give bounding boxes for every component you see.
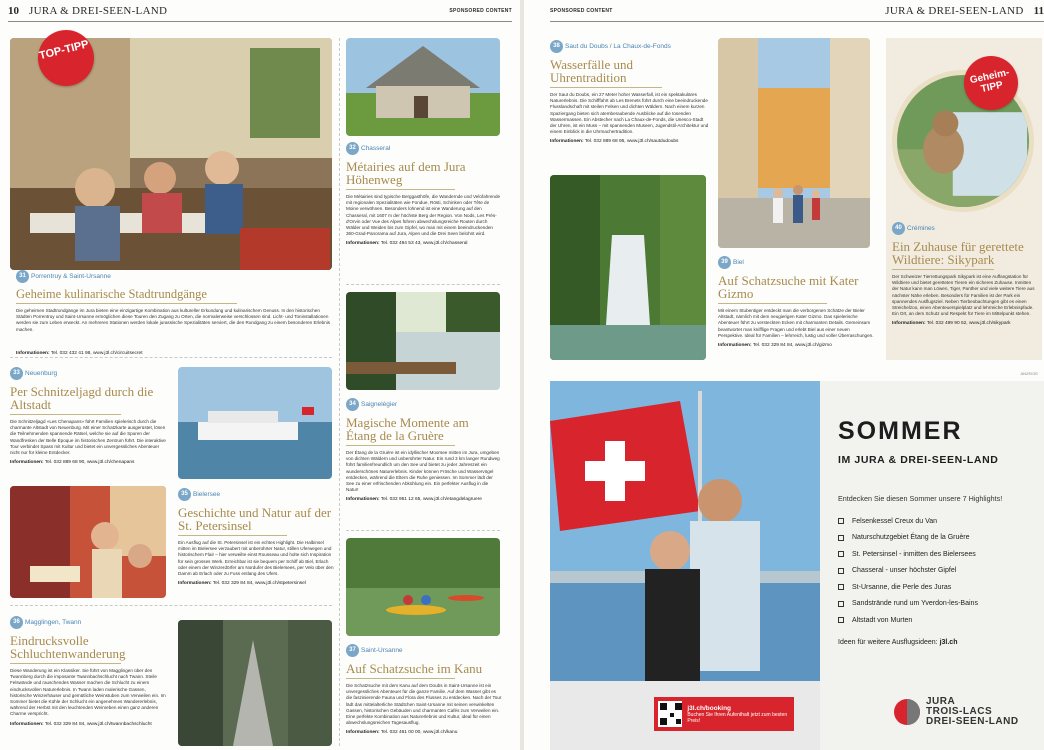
- article-34: [346, 396, 502, 502]
- checkbox-icon: [838, 584, 844, 590]
- column-divider: [339, 38, 340, 746]
- article-title: Magische Momente am Étang de la Gruère: [346, 415, 469, 443]
- section-title: JURA & DREI-SEEN-LAND: [885, 5, 1024, 17]
- article-body: Der Schweizer Tierrettungspark Sikypark ist eine Auffangstation für Wildtiere und bietet geretteten Tieren ein sicheres Zuhause. Inmitten der Natur kann man Löwen, Tiger, Panther und viele weitere Tiere aus nächster Nähe erleben. Besonders für Familien ist der Park ein spannendes Ausflugsziel. Neben Tierbeobachtungen gibt es einen Streichelzoo, einen Abenteuerspielplatz und lehrreiche Erlebnispfade. Ein Ort, an dem Schutz und Respekt für Tiere im Mittelpunkt stehen.: [892, 274, 1035, 317]
- list-item: Felsenkessel Creux du Van: [838, 513, 1038, 530]
- header-rule: [550, 21, 1044, 22]
- summer-advertisement: [550, 371, 1044, 750]
- article-36: [10, 614, 168, 727]
- article-info: Informationen: Tel. 032 494 53 43, www.j3l.ch/chasseral: [346, 241, 468, 247]
- photo-metairie: [346, 38, 500, 136]
- checkbox-icon: [838, 617, 844, 623]
- article-body: Ein Ausflug auf die St. Petersinsel ist ein echtes Highlight. Die Halbinsel mitten im Bielersee verzaubert mit unberührter Natur, stillen Uferwegen und historischem Flair – hier verweilte einst Rousseau und holte sich Inspiration für sein grosses Werk. Erreichbar ist sie bequem per Schiff ab Biel, Erlach oder einem der Winzerdörfer am Nordufer des Bielersees, per Velo über den Damm ab Erlach oder zu Fuss entlang des Ufers.: [178, 540, 334, 577]
- article-title: Auf Schatzsuche im Kanu: [346, 661, 483, 676]
- more-ideas-link[interactable]: j3l.ch: [939, 638, 958, 646]
- title-underline: [10, 663, 121, 664]
- title-underline: [550, 87, 662, 88]
- article-info: Informationen: Tel. 032 461 00 00, www.j3l.ch/kanu: [346, 730, 458, 736]
- list-item: Sandstrände rund um Yverdon-les-Bains: [838, 596, 1038, 613]
- booking-text: Buchen Sie Ihren Aufenthalt jetzt zum besten Preis!: [687, 711, 788, 724]
- list-item: St-Ursanne, die Perle des Juras: [838, 579, 1038, 596]
- qr-code-icon[interactable]: [658, 701, 682, 727]
- article-40: [892, 220, 1038, 326]
- photo-boat: [178, 367, 332, 479]
- article-title: Geschichte und Natur auf der St. Petersinsel: [178, 505, 332, 533]
- title-underline: [892, 269, 994, 270]
- list-item: St. Petersinsel - inmitten des Bielersees: [838, 546, 1038, 563]
- article-info: Informationen: Tel. 032 889 68 95, www.j3l.ch/sautdudoubs: [550, 139, 679, 145]
- more-ideas: Ideen für weitere Ausflugsideen: j3l.ch: [838, 638, 958, 646]
- ad-intro: Entdecken Sie diesen Sommer unsere 7 Highlights!: [838, 494, 1003, 503]
- article-title: Eindrucksvolle Schluchtenwanderung: [10, 633, 126, 661]
- top-tipp-sticker: TOP-TIPP: [32, 24, 100, 92]
- article-number-badge: 31: [16, 270, 29, 283]
- article-number-badge: 33: [10, 367, 23, 380]
- photo-gorge: [178, 620, 332, 746]
- article-38: [550, 38, 710, 144]
- article-31: [16, 268, 332, 356]
- section-title: JURA & DREI-SEEN-LAND: [29, 5, 168, 17]
- article-number-badge: 39: [718, 256, 731, 269]
- article-location: Bielersee: [193, 491, 221, 499]
- title-underline: [346, 678, 455, 679]
- article-body: Diese Wanderung ist ein Klassiker. Sie führt von Magglingen über den Twannberg durch die imposante Twannbachschlucht nach Twann. Steile Felswände und rauschendes Wasser machen die Schlucht zu einem eindrucksvollen Naturerlebnis. In Twann laden malerische Gassen, historische Winzerhäuser und gemütliche Weinstuben zum Verweilen ein. Im Sommer bietet die Kühle der Schlucht ein angenehmes Wandererlebnis, während der Herbst mit den leuchtenden Weinreben einen ganz anderen Charme verspricht.: [10, 668, 166, 717]
- checkbox-icon: [838, 535, 844, 541]
- article-info: Informationen: Tel. 032 329 84 84, www.j3l.ch/stpetersinsel: [178, 581, 306, 587]
- brand-logo: JURA TROIS-LACS DREI-SEEN-LAND: [894, 697, 1019, 727]
- anzeige-label: ANZEIGE: [1020, 371, 1038, 376]
- title-underline: [10, 414, 121, 415]
- sponsored-label: SPONSORED CONTENT: [449, 8, 512, 14]
- right-header: [550, 0, 1044, 22]
- separator: [346, 284, 500, 285]
- page-number: 10: [8, 5, 19, 17]
- swiss-cross-logo-icon: [894, 699, 920, 725]
- list-item: Altstadt von Murten: [838, 612, 1038, 629]
- photo-canoe: [346, 538, 500, 636]
- article-body: Der Étang de la Gruère ist ein idyllischer Moorsee mitten im Jura, umgeben von dichten Wäldern und unberührter Natur. Ein rund 3 km langer Rundweg führt familienfreundlich um den See und bietet zu jeder Jahreszeit ein wunderschönes Naturerlebnis. Kinder können Frösche und Wasservögel entdecken, während die Eltern die Ruhe geniessen. Im Sommer lädt der See zu einer erfrischenden Abkühlung ein. Ein perfekter Ausflug in die Natur!: [346, 450, 500, 493]
- article-title: Per Schnitzeljagd durch die Altstadt: [10, 384, 154, 412]
- article-number-badge: 35: [178, 488, 191, 501]
- article-35: [178, 486, 334, 586]
- article-location: Saint-Ursanne: [361, 647, 403, 655]
- article-info: Informationen: Tel. 032 329 84 84, www.j3l.ch/twannbachschlucht: [10, 721, 152, 727]
- article-number-badge: 38: [550, 40, 563, 53]
- title-underline: [178, 535, 287, 536]
- title-underline: [718, 303, 827, 304]
- page-number: 11: [1033, 5, 1044, 17]
- article-body: Die geheimen Stadtrundgänge im Jura bieten eine einzigartige Kombination aus kultureller Erkundung und kulinarischem Genuss. In den historischen Städten Porrentruy und Saint-Ursanne ermöglichen diese Touren den Zugang zu Orten, die normalerweise verschlossen sind. Licht- und Toninstallationen werden sie zum Leben erweckt. An mehreren Stationen werden lokale jurassische Spezialitäten serviert, die den Rundgang zu einem besonderen Erlebnis machen.: [16, 308, 331, 332]
- article-number-badge: 37: [346, 644, 359, 657]
- article-37: [346, 642, 502, 735]
- article-title: Ein Zuhause für gerettete Wildtiere: Sikypark: [892, 239, 1024, 267]
- article-39: [718, 254, 874, 348]
- article-location: Chasseral: [361, 145, 391, 153]
- article-location: Biel: [733, 259, 744, 267]
- article-title: Wasserfälle und Uhrentradition: [550, 57, 634, 85]
- ad-text-block: [838, 381, 1038, 646]
- photo-treasure-hunt: [10, 486, 166, 598]
- right-page: [524, 0, 1044, 750]
- article-title: Métairies auf dem Jura Höhenweg: [346, 159, 466, 187]
- article-location: Magglingen, Twann: [25, 619, 82, 627]
- article-33: [10, 365, 168, 465]
- article-info: Informationen: Tel. 032 951 12 65, www.j3l.ch/etangdelagruere: [346, 497, 482, 503]
- article-number-badge: 36: [10, 616, 23, 629]
- article-info: Informationen: Tel. 032 432 41 98, www.j3l.ch/circuitsecret: [16, 350, 143, 356]
- geheim-tipp-sticker: Geheim-TIPP: [959, 51, 1023, 115]
- article-title: Geheime kulinarische Stadtrundgänge: [16, 287, 207, 301]
- article-body: Der Saut du Doubs, ein 27 Meter hoher Wasserfall, ist ein spektakuläres Naturerlebnis. Die Schifffahrt ab Les Brenets führt durch eine beeindruckende Flusslandschaft mit steilen Felsen und dichten Wäldern. Nach einem kurzen Spaziergang bieten sich atemberaubende Ausblicke auf die tosenden Wassermassen. Ein Abstecher nach La Chaux-de-Fonds, die Unesco-Stadt der Uhren, ist ein Muss – mit spannenden Museen, Jugendstil-Architektur und einem Einblick in die Uhrmachertradition.: [550, 92, 709, 135]
- article-location: Saignelégier: [361, 401, 398, 409]
- article-number-badge: 32: [346, 142, 359, 155]
- left-header: [8, 0, 512, 22]
- article-info: Informationen: Tel. 032 329 84 84, www.j3l.ch/gizmo: [718, 343, 832, 349]
- booking-link[interactable]: j3l.ch/booking: [687, 704, 732, 712]
- article-number-badge: 34: [346, 398, 359, 411]
- article-location: Crémines: [907, 225, 935, 233]
- photo-old-town: [718, 38, 870, 248]
- article-number-badge: 40: [892, 222, 905, 235]
- checkbox-icon: [838, 518, 844, 524]
- list-item: Chasseral - unser höchster Gipfel: [838, 563, 1038, 580]
- article-body: Mit einem Stubentiger entdeckt man die verborgenen Schätze der Bieler Altstadt, nämlich mit dem neugierigen Kater Gizmo. Das spielerische Abenteuer führt zu versteckten Ecken mit charmanten Details. Gemeinsam beantwortet man knifflige Fragen und erlebt Biel aus einer neuen Perspektive. Ideal für Familien – lehrreich, lustig und voller Überraschungen.: [718, 308, 874, 338]
- article-title: Auf Schatzsuche mit Kater Gizmo: [718, 273, 859, 301]
- article-info: Informationen: Tel. 032 889 68 90, www.j3l.ch/chenapans: [10, 460, 135, 466]
- article-location: Saut du Doubs / La Chaux-de-Fonds: [565, 43, 671, 51]
- photo-etang-gruere: [346, 292, 500, 390]
- article-location: Porrentruy & Saint-Ursanne: [31, 273, 111, 281]
- header-rule: [8, 21, 512, 22]
- left-page: [0, 0, 520, 750]
- list-item: Naturschutzgebiet Étang de la Gruère: [838, 530, 1038, 547]
- separator: [10, 605, 332, 606]
- separator: [10, 357, 332, 358]
- article-info: Informationen: Tel. 032 499 90 52, www.j3l.ch/sikypark: [892, 321, 1011, 327]
- title-underline: [346, 189, 455, 190]
- photo-waterfall: [550, 175, 706, 360]
- title-underline: [346, 445, 455, 446]
- title-underline: [16, 303, 237, 304]
- separator: [346, 530, 500, 531]
- article-body: Die Schatzsuche mit dem Kanu auf dem Doubs in Saint-Ursanne ist ein unvergessliches Abenteuer für die ganze Familie. Auf dem Wasser gibt es die faszinierende Fauna und Flora des Flusses zu entdecken. Nach der Tour lädt das mittelalterliche Städtchen Saint-Ursanne mit seinen verwinkelten Gassen, historischen Gebäuden und charmanten Cafés zum Verweilen ein. Eine perfekte Kombination aus Naturerlebnis und Kultur, ideal für einen abwechslungsreichen Tagesausflug.: [346, 683, 502, 726]
- checkbox-icon: [838, 601, 844, 607]
- checkbox-icon: [838, 568, 844, 574]
- booking-banner[interactable]: [654, 697, 794, 731]
- article-body: Die Métairies sind typische Berggasthöfe, die Wandernde und Velofahrende mit regionalen Spezialitäten wie Fondue, Rösti, Schinken oder Tête de Moine verwöhnen. Besonders lohnend ist eine Wanderung auf den Chasseral, mit 1607 m der höchste Berg der Region. Von Nods, Les Prés-d'Orvin oder Vue des Alpes führen abwechslungsreiche Routen durch Wälder und Weiden bis zum Gipfel, wo man mit einem beeindruckenden 360-Grad-Panorama auf Jura, Alpen und die Drei Seen belohnt wird.: [346, 194, 501, 237]
- article-location: Neuenburg: [25, 370, 58, 378]
- ad-photo-couple: [550, 381, 820, 750]
- checkbox-icon: [838, 551, 844, 557]
- ad-headline: SOMMER: [838, 417, 963, 445]
- sponsored-label: SPONSORED CONTENT: [550, 8, 613, 14]
- highlights-list: [838, 513, 1038, 629]
- article-body: Die Schnitzeljagd «Les Chenapans» führt Familien spielerisch durch die charmante Altstadt von Neuenburg. Mit einer Schatzkarte ausgerüstet, lösen die Teilnehmenden spannende Rätsel, welche sie auf die Spuren der Wandfresken der Belle Époque im historischen Zentrum führt. Die interaktive Tour verbindet Spass mit Kultur und bietet ein unvergessliches Abenteuer nicht nur für kleine Entdecker.: [10, 419, 166, 456]
- article-32: [346, 140, 502, 246]
- ad-subhead: IM JURA & DREI-SEEN-LAND: [838, 454, 999, 466]
